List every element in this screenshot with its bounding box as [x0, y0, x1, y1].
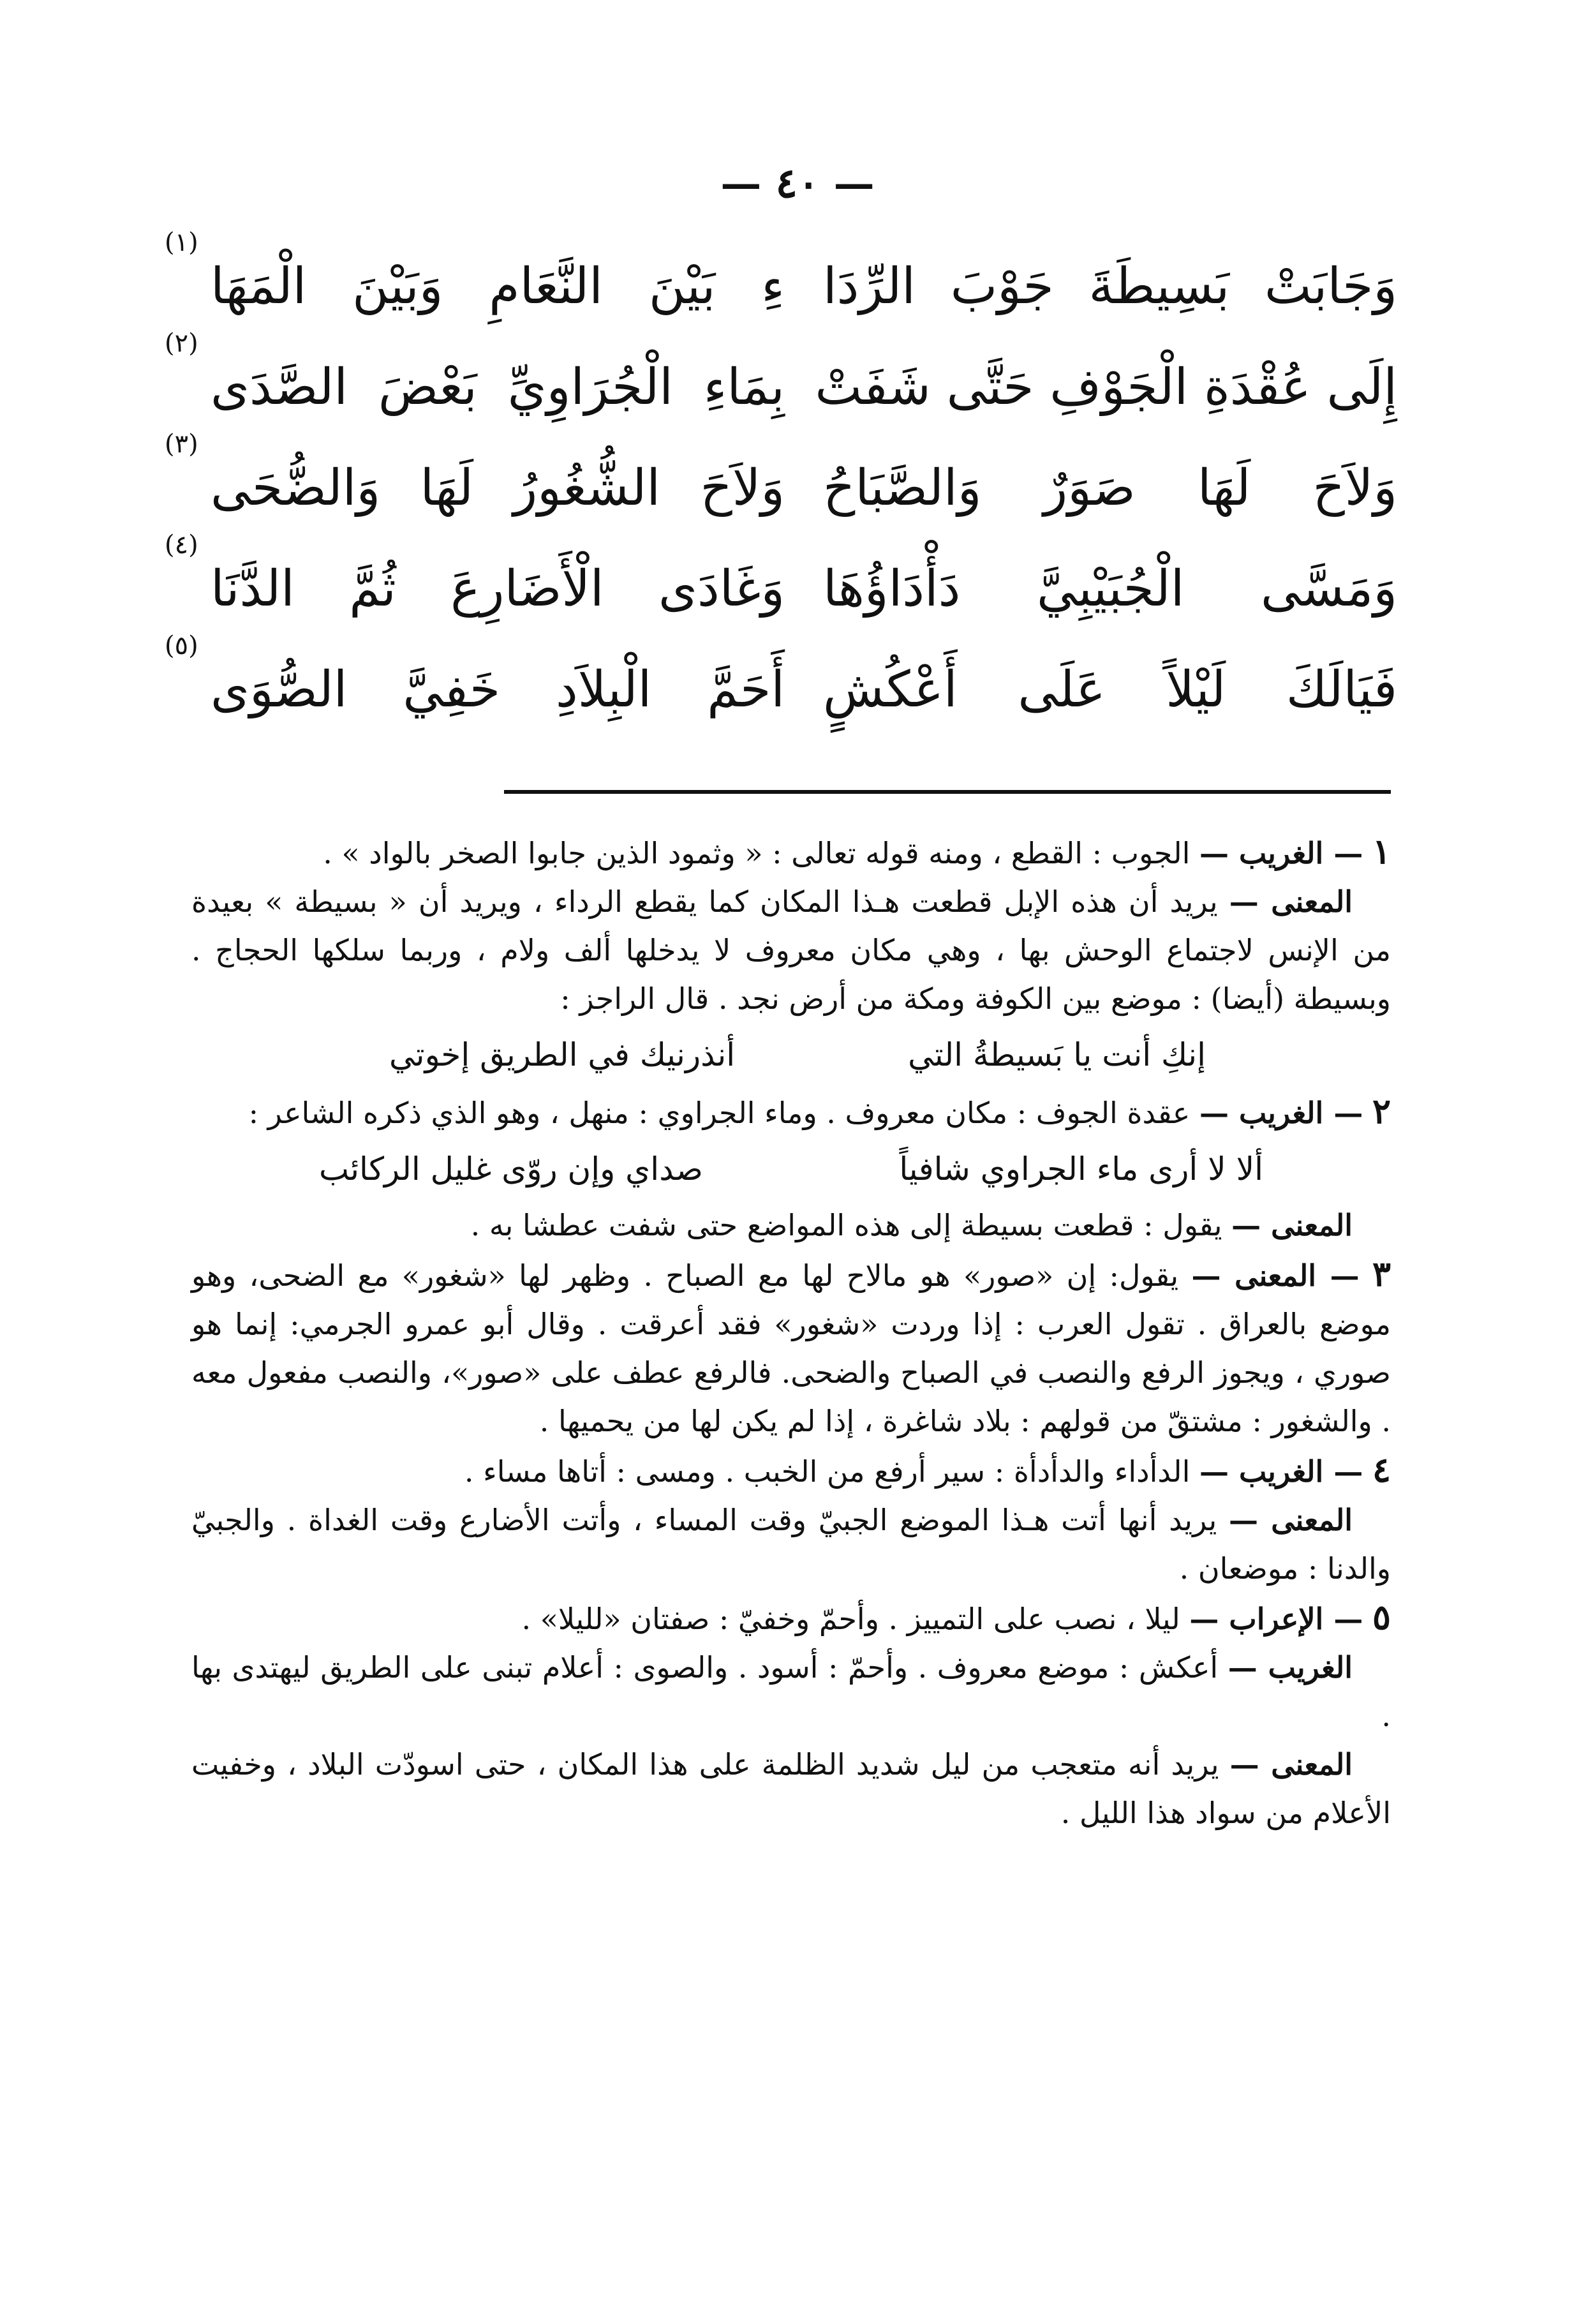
footnotes	[191, 827, 1391, 1837]
section-lead: المعنى —	[1229, 884, 1353, 919]
verse-first-hemistich: فَيَالَكَ لَيْلاً عَلَى أَعْكُشٍ	[823, 661, 1397, 719]
section-lead: — الغريب —	[1199, 1454, 1363, 1489]
verse-first-hemistich: وَجَابَتْ بَسِيطَةَ جَوْبَ الرِّدَا	[823, 258, 1397, 315]
verse-first-hemistich: وَمَسَّى الْجُبَيْبِيَّ دَأْدَاؤُهَا	[823, 560, 1397, 618]
verse-second-hemistich: أَحَمَّ الْبِلاَدِ خَفِيَّ الصُّوَى	[211, 661, 785, 719]
footnote-text: يريد أنها أتت هـذا الموضع الجبيّ وقت المساء ، وأتت الأضارع وقت الغداة . والجبيّ والدنا : موضعان .	[191, 1503, 1391, 1586]
footnote-1-gharib	[191, 827, 1391, 877]
footnote-5-irab	[191, 1593, 1391, 1643]
section-lead: — الإعراب —	[1189, 1602, 1363, 1636]
footnote-marker: (٢)	[165, 329, 198, 358]
footnote-marker: (٣)	[165, 429, 198, 459]
section-lead: — المعنى —	[1191, 1258, 1360, 1293]
poem-verses	[165, 228, 1397, 740]
section-lead: — الغريب —	[1199, 1096, 1363, 1130]
footnote-4-gharib	[191, 1445, 1391, 1496]
footnote-1-maana	[191, 877, 1391, 1023]
section-lead: المعنى —	[1231, 1208, 1353, 1242]
verse-first-hemistich: وَلاَحَ لَهَا صَوَرٌ وَالصَّبَاحُ	[823, 459, 1397, 517]
quoted-verse-first: إنكِ أنت يا بَسيطةُ التي	[908, 1036, 1206, 1073]
footnote-divider	[504, 790, 1391, 794]
footnote-text: يقول: إن «صور» هو مالاح لها مع الصباح . وظهر لها «شغور» مع الضحى، وهو موضع بالعراق . تقول العرب : إذا وردت «شغور» فقد أعرقت . وقال أبو عمرو الجرمي: إنما هو صوري ، ويجوز الرفع والنصب في الصباح والضحى. فالرفع عطف على «صور»، والنصب مفعول معه . والشغور : مشتقّ من قولهم : بلاد شاغرة ، إذا لم يكن لها من يحميها .	[191, 1258, 1391, 1438]
footnote-number: ٤	[1372, 1449, 1391, 1490]
footnote-text: عقدة الجوف : مكان معروف . وماء الجراوي : منهل ، وهو الذي ذكره الشاعر :	[248, 1096, 1191, 1130]
footnote-2-maana	[191, 1201, 1391, 1249]
footnote-4-maana	[191, 1496, 1391, 1593]
footnote-marker: (٤)	[165, 530, 198, 560]
footnote-text: يريد أن هذه الإبل قطعت هـذا المكان كما يقطع الرداء ، ويريد أن « بسيطة » بعيدة من الإنس لاجتماع الوحش بها ، وهي مكان معروف لا يدخلها ألف ولام ، وربما سلكها الحجاج . وبسيطة (أيضا) : موضع بين الكوفة ومكة من أرض نجد . قال الراجز :	[191, 884, 1391, 1016]
footnote-5-gharib	[191, 1643, 1391, 1740]
footnote-marker: (١)	[165, 228, 198, 257]
footnote-2-gharib	[191, 1087, 1391, 1137]
verse-line	[165, 329, 1397, 438]
verse-first-hemistich: إِلَى عُقْدَةِ الْجَوْفِ حَتَّى شَفَتْ	[815, 359, 1397, 416]
verse-line	[165, 429, 1397, 539]
section-lead: المعنى —	[1229, 1747, 1353, 1782]
section-lead: المعنى —	[1229, 1503, 1353, 1537]
verse-second-hemistich: وَلاَحَ الشُّغُورُ لَهَا وَالضُّحَى	[211, 459, 785, 517]
footnote-text: ليلا ، نصب على التمييز . وأحمّ وخفيّ : صفتان «لليلا» .	[521, 1602, 1180, 1636]
footnote-3-maana	[191, 1249, 1391, 1445]
footnote-text: يقول : قطعت بسيطة إلى هذه المواضع حتى شفت عطشا به .	[470, 1208, 1222, 1242]
quoted-verse-second: أنذرنيك في الطريق إخوتي	[389, 1036, 736, 1073]
footnote-number: ٥	[1372, 1597, 1391, 1637]
verse-line	[165, 631, 1397, 740]
verse-second-hemistich: ءِ بَيْنَ النَّعَامِ وَبَيْنَ الْمَهَا	[211, 258, 785, 315]
quoted-verse	[191, 1137, 1391, 1201]
quoted-verse-second: صداي وإن روّى غليل الركائب	[319, 1151, 703, 1188]
quoted-verse-first: ألا لا أرى ماء الجراوي شافياً	[899, 1151, 1263, 1188]
footnote-text: الدأداء والدأدأة : سير أرفع من الخبب . ومسى : أتاها مساء .	[464, 1454, 1191, 1489]
footnote-number: ١	[1372, 831, 1391, 872]
verse-second-hemistich: وَغَادَى الْأَضَارِعَ ثُمَّ الدَّنَا	[211, 560, 785, 618]
verse-line	[165, 530, 1397, 639]
verse-line	[165, 228, 1397, 337]
footnote-5-maana	[191, 1740, 1391, 1837]
footnote-text: أعكش : موضع معروف . وأحمّ : أسود . والصوى : أعلام تبنى على الطريق ليهتدى بها .	[191, 1650, 1391, 1733]
footnote-number: ٣	[1372, 1253, 1391, 1294]
footnote-text: الجوب : القطع ، ومنه قوله تعالى : « وثمود الذين جابوا الصخر بالواد » .	[323, 836, 1191, 870]
verse-second-hemistich: بِمَاءِ الْجُرَاوِيِّ بَعْضَ الصَّدَى	[211, 359, 785, 416]
section-lead: الغريب —	[1228, 1650, 1353, 1685]
section-lead: — الغريب —	[1199, 836, 1363, 870]
quoted-verse	[191, 1023, 1391, 1087]
footnote-number: ٢	[1372, 1091, 1391, 1131]
page-number: — ٤٠ —	[720, 160, 875, 207]
footnote-text: يريد أنه متعجب من ليل شديد الظلمة على هذا المكان ، حتى اسودّت البلاد ، وخفيت الأعلام من سواد هذا الليل .	[191, 1747, 1391, 1830]
footnote-marker: (٥)	[165, 631, 198, 660]
